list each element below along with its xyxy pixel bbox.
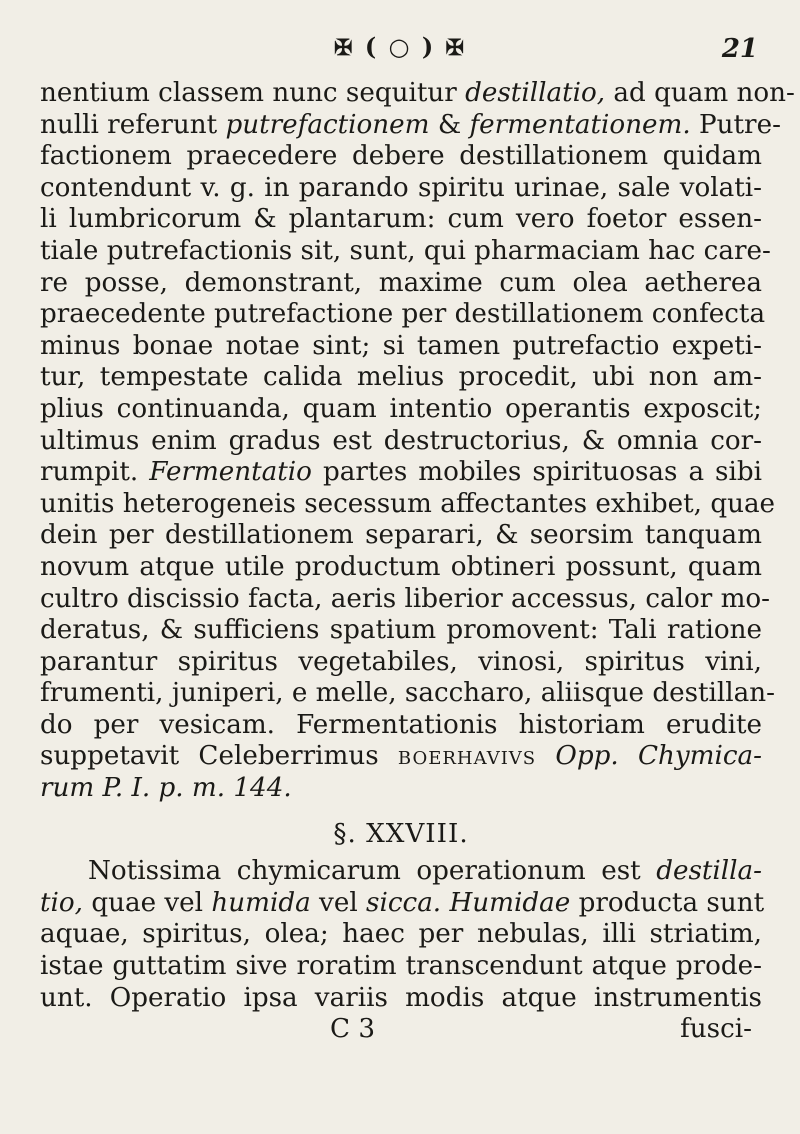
page-header — [0, 30, 800, 70]
text-run: unt. Operatio ipsa variis modis atque instrumentis — [40, 982, 762, 1013]
text-line — [40, 615, 762, 647]
text-run: praecedente putrefactione per destillationem confecta — [40, 299, 766, 330]
text-run: Notissima chymicarum operationum est — [88, 856, 657, 887]
text-run: minus bonae notae sint; si tamen putrefactio expeti- — [40, 330, 762, 361]
italic-text: putrefactionem — [225, 109, 430, 140]
text-line — [40, 173, 762, 205]
text-line — [40, 457, 762, 489]
text-run: plius continuanda, quam intentio operantis exposcit; — [40, 393, 762, 424]
italic-text: fermentationem. — [469, 109, 691, 140]
text-run: ultimus enim gradus est destructorius, & omnia cor- — [40, 425, 762, 456]
italic-text: humida — [211, 887, 311, 918]
text-line — [40, 887, 765, 920]
text-line — [40, 983, 762, 1015]
small-caps-text: boerhavivs — [397, 741, 537, 772]
text-run: quae vel — [83, 887, 212, 918]
italic-text: Opp. Chymica- — [536, 741, 762, 772]
paragraph-2 — [40, 856, 765, 1014]
ornament-left-icon: ✠ — [334, 35, 355, 61]
text-run: nentium classem nunc sequitur — [40, 78, 466, 108]
text-run: Putre- — [690, 109, 781, 140]
text-line — [40, 488, 776, 521]
text-run: do per vesicam. Fermentationis historiam erudite — [40, 709, 762, 740]
text-body — [40, 78, 795, 1046]
section-heading: §. XXVIII. — [333, 818, 469, 849]
text-run: parantur spiritus vegetabiles, vinosi, spiritus vini, — [40, 646, 762, 677]
text-run: tiale putrefactionis sit, sunt, qui pharmaciam hac care- — [40, 235, 771, 266]
text-run: frumenti, juniperi, e melle, saccharo, aliisque destillan- — [40, 678, 776, 709]
text-run: re posse, demonstrant, maxime cum olea aetherea — [40, 267, 762, 298]
text-line — [40, 951, 762, 983]
italic-text: tio, — [40, 887, 83, 918]
text-line — [40, 520, 762, 552]
text-line — [40, 299, 766, 331]
italic-text: Fermentatio — [149, 457, 312, 488]
text-run: suppetavit Celeberrimus — [40, 741, 398, 772]
text-line — [40, 362, 762, 394]
text-run: tur, tempestate calida melius procedit, ubi non am- — [40, 362, 762, 393]
running-head-text: ( ○ ) — [364, 32, 436, 61]
text-run: rumpit. — [40, 457, 150, 488]
text-run: novum atque utile productum obtineri possunt, quam — [40, 551, 762, 582]
text-line — [40, 678, 776, 710]
text-line — [40, 235, 771, 268]
italic-text: destilla- — [656, 856, 762, 887]
text-run: factionem praecedere debere destillationem quidam — [40, 141, 762, 172]
text-line — [40, 919, 762, 951]
text-line — [40, 78, 795, 110]
text-run: deratus, & sufficiens spatium promovent: Tali ratione — [40, 615, 762, 646]
catchword: fusci- — [680, 1014, 752, 1045]
signature-mark: C 3 — [330, 1014, 376, 1045]
text-run: li lumbricorum & plantarum: cum vero foetor essen- — [40, 204, 762, 235]
italic-text: rum P. I. p. m. 144. — [40, 773, 292, 804]
text-run: vel — [310, 887, 367, 918]
italic-text: destillatio, — [465, 78, 606, 108]
text-line — [40, 647, 762, 679]
ornament-right-icon: ✠ — [445, 35, 466, 61]
italic-text: Humidae — [449, 887, 571, 918]
italic-text: sicca. — [366, 887, 442, 918]
text-run: aquae, spiritus, olea; haec per nebulas, illi striatim, — [40, 919, 762, 950]
text-line — [40, 583, 771, 616]
text-line — [40, 141, 762, 173]
text-line — [40, 268, 762, 300]
text-run: dein per destillationem separari, & seorsim tanquam — [40, 520, 762, 551]
text-line — [40, 204, 762, 236]
text-run: partes mobiles spirituosas a sibi — [311, 457, 762, 488]
text-run: cultro discissio facta, aeris liberior accessus, calor mo- — [40, 583, 771, 614]
running-head — [290, 32, 510, 61]
text-line — [40, 426, 762, 458]
text-line — [40, 773, 762, 805]
text-line — [40, 710, 762, 742]
paragraph-1 — [40, 78, 795, 805]
text-run: & — [429, 109, 470, 140]
text-line — [40, 331, 762, 363]
text-line — [40, 109, 781, 142]
text-line — [40, 394, 762, 426]
text-run: unitis heterogeneis secessum affectantes exhibet, quae — [40, 488, 776, 519]
text-line — [40, 741, 762, 773]
page-number: 21 — [721, 34, 758, 64]
signature-line — [40, 1014, 762, 1046]
text-line — [40, 856, 762, 888]
text-run: ad quam non- — [605, 78, 795, 108]
text-line — [40, 552, 762, 584]
text-run: istae guttatim sive roratim transcendunt atque prode- — [40, 951, 762, 982]
text-run: contendunt v. g. in parando spiritu urinae, sale volati- — [40, 172, 762, 203]
text-run: nulli referunt — [40, 109, 226, 140]
text-run: producta sunt — [570, 887, 765, 918]
